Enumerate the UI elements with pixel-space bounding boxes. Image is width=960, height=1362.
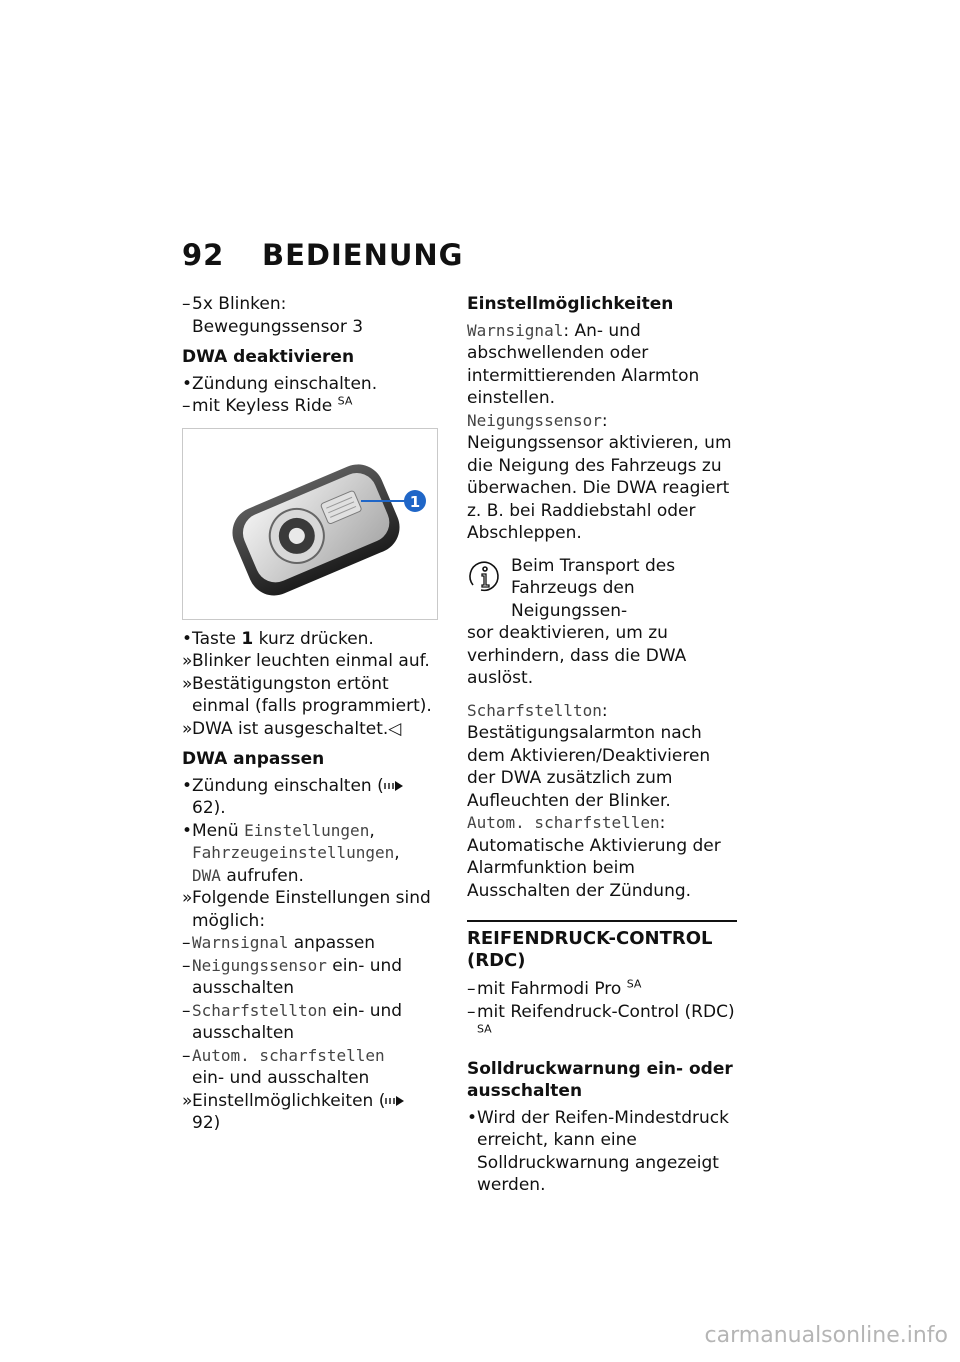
page-header <box>182 238 463 272</box>
section-heading: DWA deaktivieren <box>182 347 355 367</box>
key-fob-figure <box>182 428 438 620</box>
result-item: » Einstellmöglichkeiten ( 92) <box>182 1090 437 1135</box>
result-item: » DWA ist ausgeschaltet.◁ <box>182 718 402 739</box>
section-heading: Solldruckwarnung ein- oder ausschalten <box>467 1058 733 1101</box>
info-note <box>467 555 737 690</box>
list-item: • Wird der Reifen-Mindestdruck erreicht, kann eine Solldruckwarnung angezeigt werden. <box>467 1107 729 1195</box>
callout-number: 1 <box>409 492 421 511</box>
option-item: – Neigungssensor ein- und ausschalten <box>182 955 403 998</box>
key-fob-image <box>183 429 437 619</box>
list-item: • Menü Einstellungen, Fahrzeugeinstellungen, DWA aufrufen. <box>182 820 400 886</box>
result-item: » Blinker leuchten einmal auf. <box>182 651 430 671</box>
page-reference-icon <box>384 780 404 792</box>
left-column <box>182 293 437 1135</box>
paragraph: Warnsignal: An- und abschwellenden oder intermittierenden Alarmton einstellen. <box>467 320 700 408</box>
watermark: carmanualsonline.info <box>704 1323 948 1348</box>
result-item: » Bestätigungston ertönt einmal (falls programmiert). <box>182 673 432 716</box>
page-title: BEDIENUNG <box>262 238 464 272</box>
list-item: – 5x Blinken: Bewegungssensor 3 <box>182 294 364 337</box>
option-item: – Scharfstellton ein- und ausschalten <box>182 1000 403 1043</box>
section-heading: Einstellmöglichkeiten <box>467 294 674 314</box>
list-item: • Zündung einschalten ( 62). <box>182 775 437 820</box>
info-icon <box>467 559 503 595</box>
section-divider <box>467 920 737 922</box>
paragraph: Scharfstellton: Bestätigungsalarmton nach dem Aktivieren/Deaktivieren der DWA zusätzlich zum Aufleuchten der Blinker. <box>467 700 711 811</box>
list-item: – mit Fahrmodi Pro $^{SA}$ <box>467 977 642 999</box>
right-column <box>467 293 737 1197</box>
info-text: Beim Transport des Fahrzeugs den Neigungssen- <box>511 555 676 621</box>
list-item: • Taste 1 kurz drücken. <box>182 628 374 649</box>
section-title: REIFENDRUCK-CONTROL (RDC) <box>467 928 713 971</box>
option-item: – Warnsignal anpassen <box>182 933 376 953</box>
list-item: – mit Reifendruck-Control (RDC) $^{SA}$ <box>467 1001 735 1036</box>
list-item: • Zündung einschalten. <box>182 373 378 394</box>
result-item: » Folgende Einstellungen sind möglich: <box>182 888 431 931</box>
paragraph: Autom. scharfstellen: Automatische Aktivierung der Alarmfunktion beim Ausschalten der Zündung. <box>467 813 721 901</box>
list-item: – mit Keyless Ride $^{SA}$ <box>182 394 353 416</box>
section-heading: DWA anpassen <box>182 749 325 769</box>
page-number: 92 <box>182 238 225 272</box>
paragraph: Neigungssensor: Neigungssensor aktivieren, um die Neigung des Fahrzeugs zu überwachen. Die DWA reagiert z. B. bei Raddiebstahl oder Abschleppen. <box>467 410 732 543</box>
option-item: – Autom. scharfstellen ein- und ausschalten <box>182 1045 385 1088</box>
page-reference-icon <box>385 1095 405 1107</box>
info-text: sor deaktivieren, um zu verhindern, dass die DWA auslöst. <box>467 623 687 688</box>
